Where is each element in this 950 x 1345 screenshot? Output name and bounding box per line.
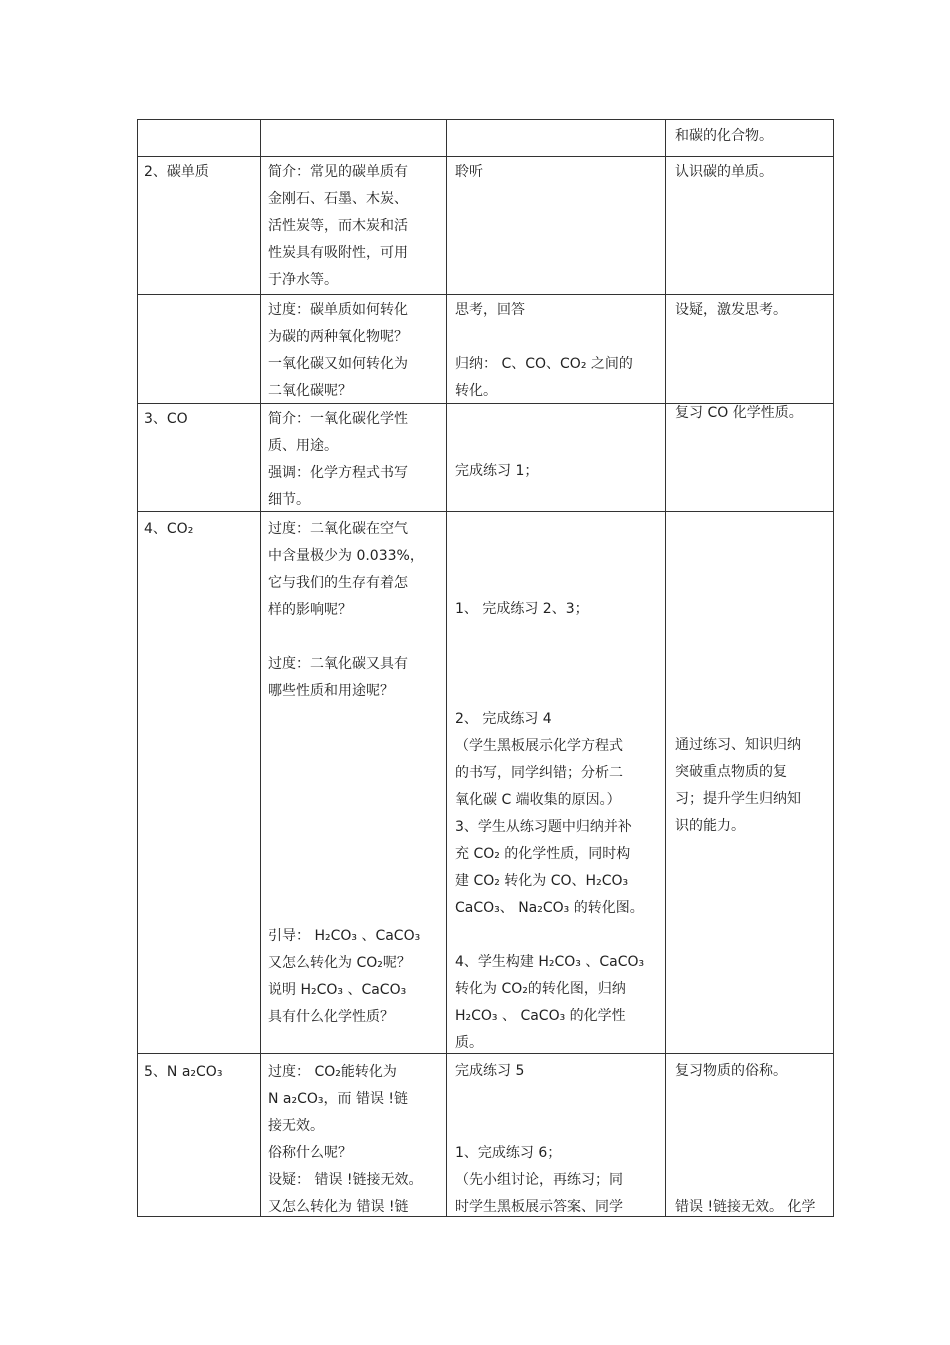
text-line: 中含量极少为 0.033%， <box>268 548 424 564</box>
text-line: 接无效。 <box>268 1118 324 1134</box>
row5-teacher <box>268 1059 446 1221</box>
text-line: H₂CO₃ 、 CaCO₃ 的化学性 <box>455 1008 626 1024</box>
row4-purpose <box>675 732 830 840</box>
row3-topic <box>144 406 254 433</box>
text-line: 引导： H₂CO₃ 、CaCO₃ <box>268 928 421 944</box>
text-line: 氧化碳 C 端收集的原因。） <box>455 792 621 808</box>
text-line: 完成练习 5 <box>455 1063 525 1079</box>
row-divider <box>138 156 834 157</box>
text-line: 简介：一氧化碳化学性 <box>268 411 408 427</box>
text-line: 过度：二氧化碳在空气 <box>268 521 408 537</box>
text-line: 2、 完成练习 4 <box>455 711 552 727</box>
topic-label: 5、N a₂CO₃ <box>144 1064 223 1080</box>
text-line: 归纳： C、CO、CO₂ 之间的 <box>455 356 633 372</box>
row1-teacher <box>268 159 446 294</box>
text-line: 和碳的化合物。 <box>675 128 773 144</box>
row4-teacher-a <box>268 516 446 705</box>
text-line: 时学生黑板展示答案、同学 <box>455 1199 623 1215</box>
text-line: 3、学生从练习题中归纳并补 <box>455 819 632 835</box>
row0-purpose <box>675 123 830 150</box>
text-line: 俗称什么呢？ <box>268 1145 352 1161</box>
text-line: 它与我们的生存有着怎 <box>268 575 408 591</box>
text-line: 复习物质的俗称。 <box>675 1063 787 1079</box>
text-line: 复习 CO 化学性质。 <box>675 405 803 421</box>
text-line: 错误 !链接无效。 化学 <box>675 1199 816 1215</box>
row4-teacher-b <box>268 923 446 1031</box>
text-line: 的书写，同学纠错；分析二 <box>455 765 623 781</box>
row1-student <box>455 159 665 186</box>
text-line: N a₂CO₃，而 错误 !链 <box>268 1091 409 1107</box>
row2-teacher <box>268 297 446 405</box>
text-line: 1、完成练习 6； <box>455 1145 562 1161</box>
text-line: 过度： CO₂能转化为 <box>268 1064 397 1080</box>
text-line: 充 CO₂ 的化学性质，同时构 <box>455 846 631 862</box>
text-line: 强调：化学方程式书写 <box>268 465 408 481</box>
row5-student-a <box>455 1058 665 1085</box>
text-line: 完成练习 1； <box>455 463 539 479</box>
row2-student <box>455 297 665 405</box>
row5-purpose-a <box>675 1058 830 1085</box>
text-line <box>455 922 665 949</box>
text-line: 聆听 <box>455 164 483 180</box>
text-line: 于净水等。 <box>268 272 338 288</box>
text-line <box>268 624 446 651</box>
row5-purpose-b <box>675 1194 830 1221</box>
text-line: CaCO₃、 Na₂CO₃ 的转化图。 <box>455 900 644 916</box>
column-divider <box>260 120 261 1217</box>
row5-student-b <box>455 1140 665 1221</box>
text-line: 建 CO₂ 转化为 CO、H₂CO₃ <box>455 873 629 889</box>
text-line: 质、用途。 <box>268 438 338 454</box>
text-line: 一氧化碳又如何转化为 <box>268 356 408 372</box>
text-line: 转化。 <box>455 383 497 399</box>
text-line: 设疑，激发思考。 <box>675 302 787 318</box>
row3-purpose <box>675 400 830 427</box>
text-line: 样的影响呢？ <box>268 602 352 618</box>
topic-label: 4、CO₂ <box>144 521 194 537</box>
row1-topic <box>144 159 254 186</box>
text-line: 认识碳的单质。 <box>675 164 773 180</box>
text-line: 又怎么转化为 错误 !链 <box>268 1199 409 1215</box>
text-line: 习；提升学生归纳知 <box>675 791 801 807</box>
row4-student-b <box>455 706 665 1057</box>
text-line: 突破重点物质的复 <box>675 764 787 780</box>
row2-purpose <box>675 297 830 324</box>
text-line: 1、 完成练习 2、3； <box>455 601 589 617</box>
text-line: 细节。 <box>268 492 310 508</box>
text-line: 金刚石、石墨、木炭、 <box>268 191 408 207</box>
text-line: 二氧化碳呢？ <box>268 383 352 399</box>
text-line: 又怎么转化为 CO₂呢？ <box>268 955 411 971</box>
row1-purpose <box>675 159 830 186</box>
row4-student-a <box>455 596 665 623</box>
column-divider <box>665 120 666 1217</box>
text-line: 说明 H₂CO₃ 、CaCO₃ <box>268 982 407 998</box>
text-line: 为碳的两种氧化物呢？ <box>268 329 408 345</box>
text-line: 思考，回答 <box>455 302 525 318</box>
topic-label: 3、CO <box>144 411 188 427</box>
row4-topic <box>144 516 254 543</box>
text-line: 识的能力。 <box>675 818 745 834</box>
row3-teacher <box>268 406 446 514</box>
text-line: 设疑： 错误 !链接无效。 <box>268 1172 423 1188</box>
text-line: 哪些性质和用途呢？ <box>268 683 394 699</box>
text-line: 转化为 CO₂的转化图，归纳 <box>455 981 626 997</box>
text-line: （先小组讨论，再练习；同 <box>455 1172 623 1188</box>
column-divider <box>446 120 447 1217</box>
text-line: 活性炭等，而木炭和活 <box>268 218 408 234</box>
text-line: 简介：常见的碳单质有 <box>268 164 408 180</box>
text-line: 性炭具有吸附性，可用 <box>268 245 408 261</box>
text-line: 过度：碳单质如何转化 <box>268 302 408 318</box>
lesson-plan-table <box>137 119 834 1217</box>
text-line: （学生黑板展示化学方程式 <box>455 738 623 754</box>
row-divider <box>138 294 834 295</box>
text-line: 4、学生构建 H₂CO₃ 、CaCO₃ <box>455 954 645 970</box>
topic-label: 2、碳单质 <box>144 164 209 180</box>
text-line: 通过练习、知识归纳 <box>675 737 801 753</box>
column-divider <box>833 120 834 1217</box>
row5-topic <box>144 1059 254 1086</box>
text-line: 质。 <box>455 1035 483 1051</box>
row-divider <box>138 511 834 512</box>
row3-student <box>455 458 665 485</box>
text-line: 过度：二氧化碳又具有 <box>268 656 408 672</box>
text-line <box>455 324 665 351</box>
text-line: 具有什么化学性质？ <box>268 1009 394 1025</box>
